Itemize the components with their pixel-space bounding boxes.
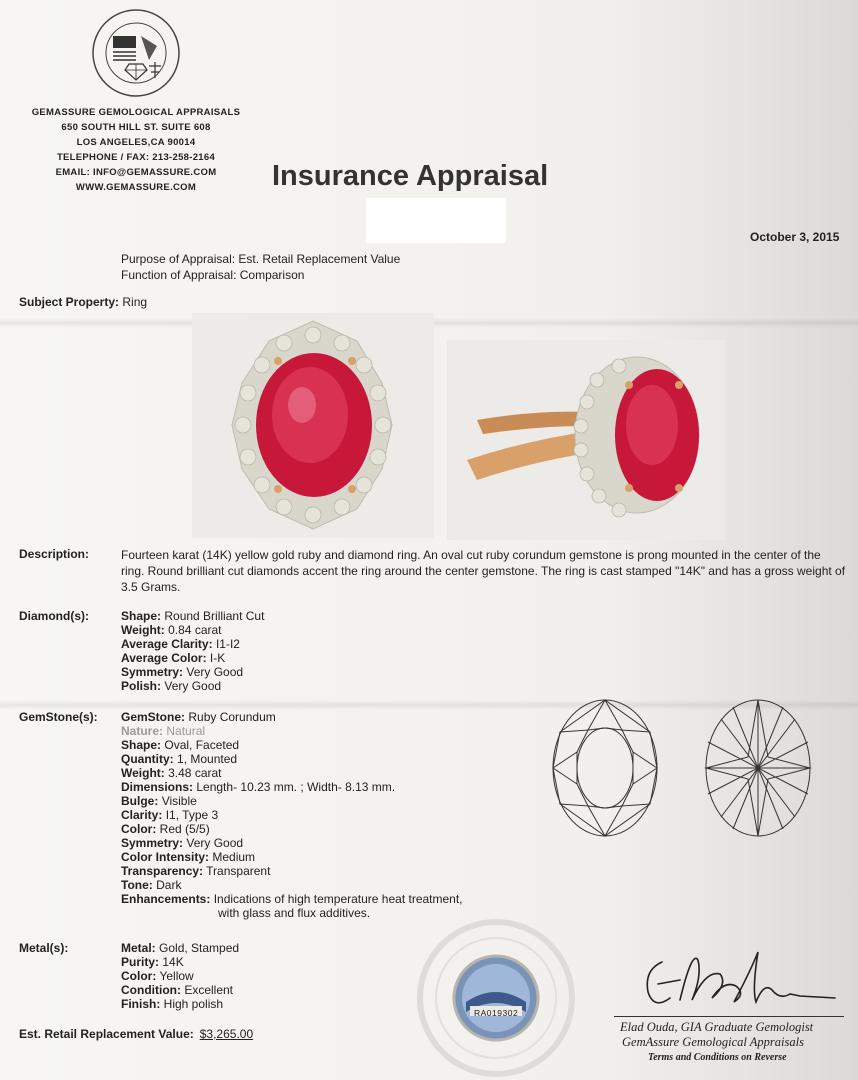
company-address1: 650 SOUTH HILL ST. SUITE 608 [61, 122, 211, 133]
function-line [121, 268, 304, 282]
gemstone-row: Tone: Dark [121, 878, 182, 892]
retail-value-line [19, 1027, 253, 1041]
function-label: Function of Appraisal: [121, 268, 237, 282]
gemstone-row: Shape: Oval, Faceted [121, 738, 240, 752]
purpose-value: Est. Retail Replacement Value [238, 252, 401, 266]
metal-row: Purity: 14K [121, 955, 184, 969]
redacted-box [366, 198, 506, 243]
gemstone-row: Nature: Natural [121, 724, 206, 738]
ring-photo-front [192, 313, 434, 538]
subject-value: Ring [122, 295, 148, 309]
diamond-row: Polish: Very Good [121, 679, 222, 693]
retail-value-amount: $3,265.00 [199, 1027, 254, 1041]
diamond-row: Weight: 0.84 carat [121, 623, 222, 637]
oval-crown-diagram-icon [550, 697, 660, 839]
description-text: Fourteen karat (14K) yellow gold ruby and diamond ring. An oval cut ruby corundum gemstone is prong mounted in the center of the ring. Round brilliant cut diamonds accent the ring around the center gemstone. The ring is cast stamped "14K" and has a gross weight of 3.5 Grams. [121, 548, 846, 594]
diamonds-label: Diamond(s): [19, 609, 89, 623]
signer-name: Elad Ouda, GIA Graduate Gemologist [620, 1020, 814, 1034]
metal-details [121, 941, 239, 1011]
gemstone-row: Transparency: Transparent [121, 864, 271, 878]
gemstone-row: Dimensions: Length- 10.23 mm. ; Width- 8.13 mm. [121, 780, 396, 794]
gemstone-row: Quantity: 1, Mounted [121, 752, 238, 766]
gemstone-row: Color: Red (5/5) [121, 822, 210, 836]
signer-company: GemAssure Gemological Appraisals [622, 1035, 804, 1049]
ring-photo-side [447, 340, 725, 540]
gemstone-row: Weight: 3.48 carat [121, 766, 222, 780]
company-phone: TELEPHONE / FAX: 213-258-2164 [56, 152, 216, 163]
signature-icon [640, 940, 840, 1018]
metals-label: Metal(s): [19, 941, 69, 955]
appraisal-date: October 3, 2015 [750, 230, 840, 244]
terms-note: Terms and Conditions on Reverse [648, 1052, 787, 1063]
diamond-row: Shape: Round Brilliant Cut [121, 609, 265, 623]
metal-row: Condition: Excellent [121, 983, 234, 997]
gemstone-row: with glass and flux additives. [218, 906, 371, 920]
company-header [18, 8, 254, 195]
purpose-line [121, 252, 400, 266]
page-title: Insurance Appraisal [272, 160, 549, 192]
gemstone-details [121, 710, 463, 920]
subject-label: Subject Property: [19, 295, 120, 309]
function-value: Comparison [239, 268, 305, 282]
company-name: GEMASSURE GEMOLOGICAL APPRAISALS [31, 107, 241, 118]
description-label: Description: [19, 547, 90, 561]
gemstones-label: GemStone(s): [19, 710, 98, 724]
signature-line [614, 1016, 844, 1017]
retail-value-label: Est. Retail Replacement Value: [19, 1027, 194, 1041]
metal-row: Metal: Gold, Stamped [121, 941, 240, 955]
embossed-seal-icon [412, 918, 580, 1078]
diamond-row: Average Color: I-K [121, 651, 226, 665]
metal-row: Finish: High polish [121, 997, 224, 1011]
gemstone-row: GemStone: Ruby Corundum [121, 710, 276, 724]
diamond-row: Symmetry: Very Good [121, 665, 244, 679]
company-website: WWW.GEMASSURE.COM [75, 182, 197, 193]
purpose-label: Purpose of Appraisal: [121, 252, 236, 266]
gemstone-row: Color Intensity: Medium [121, 850, 256, 864]
company-address2: LOS ANGELES,CA 90014 [76, 137, 196, 148]
subject-line [19, 295, 147, 309]
gemassure-logo-icon [91, 8, 181, 98]
diamonds-details [121, 609, 264, 693]
gemstone-row: Symmetry: Very Good [121, 836, 244, 850]
metal-row: Color: Yellow [121, 969, 194, 983]
oval-pavilion-diagram-icon [703, 697, 813, 839]
company-email: EMAIL: INFO@GEMASSURE.COM [55, 167, 217, 178]
gemstone-row: Clarity: I1, Type 3 [121, 808, 219, 822]
hologram-code: RA019302 [474, 1008, 519, 1018]
diamond-row: Average Clarity: I1-I2 [121, 637, 240, 651]
gemstone-row: Enhancements: Indications of high temperature heat treatment, [121, 892, 463, 906]
gemstone-row: Bulge: Visible [121, 794, 197, 808]
